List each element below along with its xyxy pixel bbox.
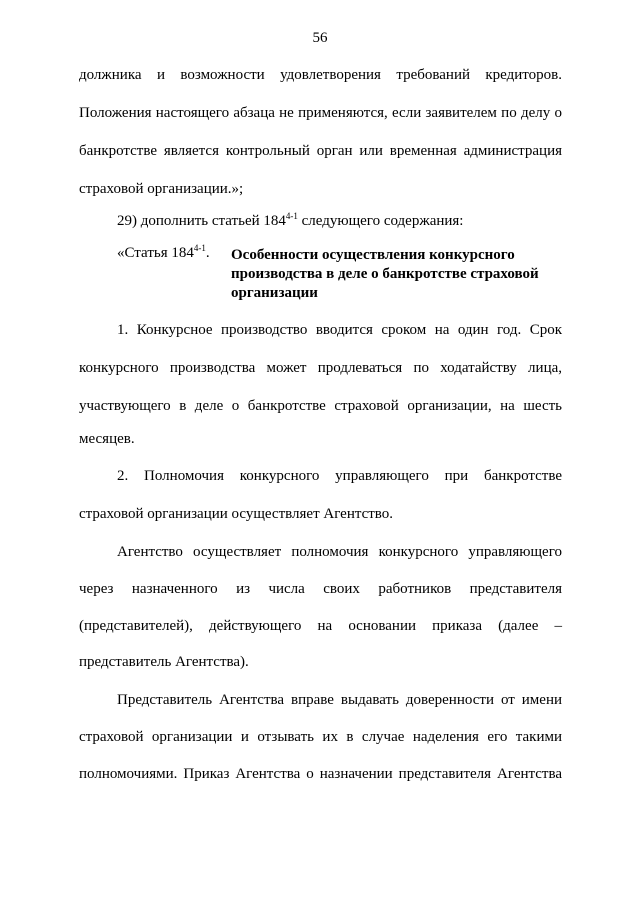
text-line: страховой организации.»; [79, 181, 244, 197]
text-line: Представитель Агентства вправе выдавать доверенности от имени [117, 692, 562, 708]
text-line: страховой организации и отзывать их в случае наделения его такими [79, 729, 562, 745]
text-line: месяцев. [79, 431, 135, 447]
text-line: банкротстве является контрольный орган или временная администрация [79, 143, 562, 159]
text-line: Агентство осуществляет полномочия конкурсного управляющего [117, 544, 562, 560]
article-title-line: производства в деле о банкротстве страховой [231, 266, 539, 282]
text-line: 1. Конкурсное производство вводится сроком на один год. Срок [117, 322, 562, 338]
article-label: «Статья 184$^{4-1}$. [117, 243, 210, 261]
text-line: (представителей), действующего на основании приказа (далее – [79, 618, 562, 634]
text-line: участвующего в деле о банкротстве страховой организации, на шесть [79, 398, 562, 414]
text-line: 2. Полномочия конкурсного управляющего при банкротстве [117, 468, 562, 484]
page-number: 56 [312, 30, 328, 46]
text-line: конкурсного производства может продлеваться по ходатайству лица, [79, 360, 562, 376]
text-line: Положения настоящего абзаца не применяются, если заявителем по делу о [79, 105, 562, 121]
text-line: должника и возможности удовлетворения требований кредиторов. [79, 67, 562, 83]
article-title-line: организации [231, 285, 318, 301]
article-title-line: Особенности осуществления конкурсного [231, 247, 515, 263]
article-title [231, 246, 561, 303]
text-line: страховой организации осуществляет Агентство. [79, 506, 394, 522]
text-line: через назначенного из числа своих работников представителя [79, 581, 562, 597]
text-line: полномочиями. Приказ Агентства о назначении представителя Агентства [79, 766, 562, 782]
text-line: представитель Агентства). [79, 654, 249, 670]
item-29: 29) дополнить статьей 184$^{4-1}$ следующего содержания: [117, 211, 464, 229]
